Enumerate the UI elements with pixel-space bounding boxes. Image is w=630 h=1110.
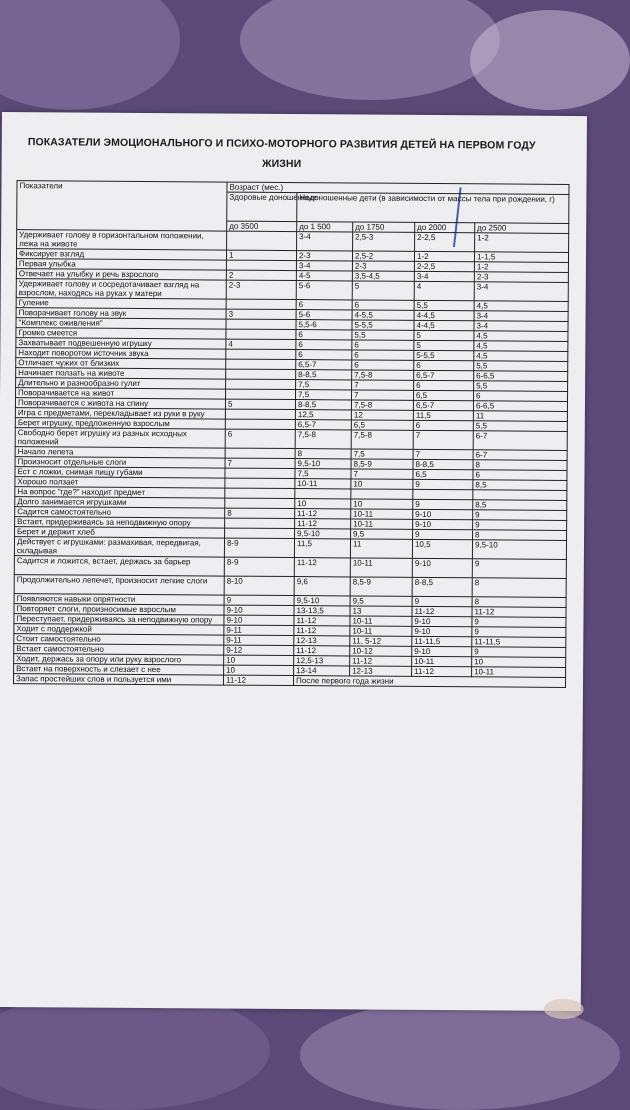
cell-2000: 6,5 (413, 390, 473, 400)
cell-2500: 1-1,5 (474, 252, 568, 263)
cell-1750: 5-5,5 (352, 320, 414, 330)
header-weight-2000: до 2000 (415, 222, 475, 232)
cell-healthy (226, 369, 296, 379)
cell-1750: 10-11 (351, 509, 413, 519)
cell-2000: 4-4,5 (414, 320, 474, 330)
cell-2500: 6-6,5 (474, 371, 568, 382)
cell-2000: 2-2,5 (415, 232, 475, 251)
cell-1500: 5-6 (296, 310, 352, 320)
cell-2000: 9-10 (412, 616, 472, 626)
cell-1500: 9,5-10 (295, 459, 351, 469)
cell-1500: 8 (295, 449, 351, 459)
row-label: Громко смеется (16, 328, 226, 339)
table-body (14, 230, 569, 688)
cell-2500: 6-7 (473, 431, 567, 451)
cell-2000: 6 (414, 380, 474, 390)
cell-1750: 4-5,5 (352, 310, 414, 320)
cell-1750: 7,5-8 (351, 430, 413, 449)
cell-1500: 11-12 (294, 646, 350, 656)
cell-healthy (225, 528, 295, 538)
cell-1750: 6 (352, 360, 414, 370)
cell-healthy (225, 448, 295, 458)
row-label: Поворачивает голову на звук (16, 308, 226, 319)
row-label: Долго занимается игрушками (15, 497, 225, 508)
cell-healthy: 9-11 (224, 635, 294, 645)
cell-1750: 6 (352, 350, 414, 360)
cell-healthy: 11-12 (224, 675, 294, 685)
cell-1500: 9,5-10 (294, 596, 350, 606)
cell-1750: 7,5 (351, 449, 413, 459)
cell-1750 (351, 489, 413, 499)
cell-1750: 6,5 (351, 420, 413, 430)
row-label: Свободно берет игрушку из разных исходных положений (15, 428, 225, 448)
development-table (13, 180, 570, 688)
cell-2000: 9 (413, 499, 473, 509)
row-label: Ходит с поддержкой (14, 624, 224, 635)
cell-1750: 2,5-2 (352, 251, 414, 261)
cell-2500: 9 (473, 520, 567, 531)
cell-2500: 2-3 (474, 272, 568, 283)
cell-1500: 7,5 (295, 469, 351, 479)
row-label: Берет и держит хлеб (15, 527, 225, 538)
cell-1500 (295, 489, 351, 499)
cell-1750: 10-11 (351, 519, 413, 529)
cell-healthy (226, 389, 296, 399)
cell-2500: 8 (472, 578, 566, 598)
cell-2000: 4 (414, 281, 474, 300)
cell-2000: 11-11,5 (412, 636, 472, 646)
row-label: Действует с игрушками: размахивая, передвигая, складывая (14, 537, 224, 557)
cell-healthy (225, 409, 295, 419)
cell-2500: 8 (473, 530, 567, 541)
cell-healthy (226, 319, 296, 329)
cell-2500: 8 (472, 597, 566, 608)
cell-1500: 6 (296, 350, 352, 360)
cell-healthy: 6 (225, 429, 295, 448)
cell-1500: 11,5 (294, 539, 350, 558)
cell-healthy: 9 (224, 595, 294, 605)
cell-healthy: 8-9 (224, 557, 294, 576)
cell-1500: 5-6 (296, 281, 352, 300)
cell-1750: 3,5-4,5 (352, 271, 414, 281)
cell-1500: 7,5 (296, 380, 352, 390)
cell-2000: 6 (414, 360, 474, 370)
cell-1750: 5,5 (352, 330, 414, 340)
cell-2500: 6-6,5 (473, 401, 567, 412)
cell-2500: 6 (473, 391, 567, 402)
cell-2500: 5,5 (473, 421, 567, 432)
cell-healthy (226, 349, 296, 359)
cell-1500: 6 (296, 300, 352, 310)
cell-1750: 6 (352, 300, 414, 310)
cell-2000: 9-10 (412, 558, 472, 577)
row-label: Отвечает на улыбку и речь взрослого (16, 269, 226, 280)
cell-1500: 7,5 (295, 390, 351, 400)
row-label: Садится и ложится, встает, держась за барьер (14, 556, 224, 576)
cell-1500: 11-12 (294, 616, 350, 626)
cell-healthy (225, 518, 295, 528)
cell-1500: 13-14 (294, 666, 350, 676)
cell-2000 (413, 489, 473, 499)
cell-2500: 4,5 (474, 301, 568, 312)
row-label: Игра с предметами, перекладывает из руки в руку (15, 408, 225, 419)
cell-healthy: 9-10 (224, 615, 294, 625)
cell-2500: 8,5 (473, 480, 567, 491)
cell-2500: 9 (472, 559, 566, 579)
row-label: Произносит отдельные слоги (15, 457, 225, 468)
cell-2500: 11-12 (472, 607, 566, 618)
cell-2000: 9 (412, 596, 472, 606)
cell-1500: 6 (296, 340, 352, 350)
cell-healthy (225, 419, 295, 429)
cell-1750: 2,5-3 (353, 232, 415, 251)
cell-1500: После первого года жизни (294, 676, 566, 688)
row-label: Гуление (16, 298, 226, 309)
cell-1750: 11-12 (350, 656, 412, 666)
cell-2000: 7 (413, 449, 473, 459)
row-label: Хорошо ползает (15, 477, 225, 488)
cell-healthy: 9-12 (224, 645, 294, 655)
row-label: Отличает чужих от близких (16, 358, 226, 369)
cell-healthy: 7 (225, 458, 295, 468)
cell-2500: 4,5 (474, 331, 568, 342)
cell-1750: 8,5-9 (350, 577, 412, 596)
cell-healthy (225, 468, 295, 478)
page-title: ПОКАЗАТЕЛИ ЭМОЦИОНАЛЬНОГО И ПСИХО-МОТОРНОГО РАЗВИТИЯ ДЕТЕЙ НА ПЕРВОМ ГОДУ ЖИЗНИ (27, 136, 536, 171)
cell-2000: 5,5 (414, 300, 474, 310)
cell-1750: 10-11 (350, 616, 412, 626)
cell-1750: 9,5 (351, 529, 413, 539)
header-weight-2500: до 2500 (475, 223, 569, 234)
cell-healthy: 2-3 (226, 280, 296, 299)
row-label: Запас простейших слов и пользуется ими (14, 674, 224, 685)
cell-2500: 11-11,5 (472, 637, 566, 648)
cell-2000: 6,5-7 (414, 370, 474, 380)
cell-2000: 9-10 (413, 509, 473, 519)
cell-1500: 2-3 (296, 251, 352, 261)
cell-1500: 13-13,5 (294, 606, 350, 616)
cell-healthy: 10 (224, 665, 294, 675)
cell-2500: 8,5 (473, 500, 567, 511)
cell-1750: 10 (351, 479, 413, 489)
cell-2000: 5 (414, 330, 474, 340)
cell-healthy: 4 (226, 339, 296, 349)
cell-1750: 10-11 (350, 558, 412, 577)
cell-healthy: 9-10 (224, 605, 294, 615)
cell-1500: 3-4 (296, 261, 352, 271)
cell-1500: 11-12 (295, 509, 351, 519)
cell-2500: 9,5-10 (472, 540, 566, 560)
cell-healthy (225, 488, 295, 498)
cell-2000: 3-4 (414, 271, 474, 281)
cell-1750: 9,5 (350, 596, 412, 606)
cell-2000: 11-12 (412, 666, 472, 676)
cell-2000: 10-11 (412, 656, 472, 666)
cell-1750: 11 (350, 539, 412, 558)
cell-healthy (226, 260, 296, 270)
cell-2500: 9 (472, 627, 566, 638)
row-label: Захватывает подвешенную игрушку (16, 338, 226, 349)
cell-1500: 10-11 (295, 479, 351, 489)
cell-2500: 4,5 (474, 351, 568, 362)
row-label: Встает на поверхность и слезает с нее (14, 664, 224, 675)
cell-healthy (226, 329, 296, 339)
row-label: Переступает, придерживаясь за неподвижную опору (14, 614, 224, 625)
cell-2000: 8-8,5 (413, 459, 473, 469)
cell-1750: 7 (352, 380, 414, 390)
cell-1750: 7 (351, 390, 413, 400)
cell-2000: 8-8,5 (412, 577, 472, 596)
cell-2500: 9 (472, 647, 566, 658)
cell-2000: 10,5 (412, 539, 472, 558)
cell-healthy: 8-10 (224, 576, 294, 595)
cell-healthy: 3 (226, 309, 296, 319)
cell-1750: 8,5-9 (351, 459, 413, 469)
row-label: Находит поворотом источник звука (16, 348, 226, 359)
header-weight-1750: до 1750 (353, 222, 415, 232)
cell-2500: 6 (473, 470, 567, 481)
row-label: "Комплекс оживления" (16, 318, 226, 329)
cell-2000: 9 (413, 479, 473, 489)
header-premature: Недоношенные дети (в зависимости от массы тела при рождении, г) (297, 193, 569, 224)
cell-2000: 5-5,5 (414, 350, 474, 360)
cell-2000: 11-12 (412, 606, 472, 616)
cell-1500: 5,5-6 (296, 320, 352, 330)
cell-2500: 1-2 (474, 262, 568, 273)
header-weight-1500: до 1 500 (297, 222, 353, 232)
row-label: Фиксирует взгляд (16, 249, 226, 260)
row-label: Ест с ложки, снимая пищу губами (15, 467, 225, 478)
cell-healthy (225, 498, 295, 508)
cell-2000: 11,5 (413, 410, 473, 420)
cell-healthy: 9-11 (224, 625, 294, 635)
cell-2000: 9-10 (412, 646, 472, 656)
cell-2500: 3-4 (474, 321, 568, 332)
cell-1500: 11-12 (294, 558, 350, 577)
cell-1750: 6 (352, 340, 414, 350)
cell-2000: 5 (414, 340, 474, 350)
cell-2000: 9-10 (413, 519, 473, 529)
cell-2500: 4,5 (474, 341, 568, 352)
header-weight-healthy: до 3500 (227, 221, 297, 231)
row-label: Садится самостоятельно (15, 507, 225, 518)
row-label: Первая улыбка (16, 259, 226, 270)
cell-1500: 8-8,5 (296, 370, 352, 380)
cell-2500: 5,5 (474, 361, 568, 372)
cell-1500: 12-13 (294, 636, 350, 646)
cell-healthy (226, 379, 296, 389)
cell-2500: 6-7 (473, 450, 567, 461)
cell-2500 (473, 490, 567, 501)
cell-2500: 9 (473, 510, 567, 521)
cell-1500: 6,5-7 (295, 420, 351, 430)
cell-2500: 3-4 (474, 282, 568, 302)
cell-1750: 7,5-8 (352, 370, 414, 380)
cell-1750: 2-3 (352, 261, 414, 271)
row-label: Продолжительно лепечет, произносит легкие слоги (14, 575, 224, 595)
cell-2500: 8 (473, 460, 567, 471)
cell-1500: 6,5-7 (296, 360, 352, 370)
cell-healthy: 1 (226, 250, 296, 260)
cell-1750: 12-13 (350, 666, 412, 676)
paper-sheet (0, 112, 587, 1011)
cell-2000: 6,5-7 (413, 400, 473, 410)
cell-1750: 10-11 (350, 626, 412, 636)
cell-2000: 6,5 (413, 469, 473, 479)
cell-1750: 7 (351, 469, 413, 479)
cell-2000: 6 (413, 420, 473, 430)
cell-1750: 12 (351, 410, 413, 420)
cell-healthy: 8 (225, 508, 295, 518)
cell-2000: 9 (413, 529, 473, 539)
cell-2500: 1-2 (475, 233, 569, 253)
row-label: Начало лепета (15, 447, 225, 458)
row-label: Берет игрушку, предложенную взрослым (15, 418, 225, 429)
header-indicators: Показатели (17, 181, 227, 231)
cell-healthy: 2 (226, 270, 296, 280)
row-label: Удерживает голову и сосредотачивает взгляд на взрослом, находясь на руках у матери (16, 279, 226, 299)
row-label: Длительно и разнообразно гулит (16, 378, 226, 389)
cell-2500: 10-11 (472, 667, 566, 678)
cell-1500: 7,5-8 (295, 430, 351, 449)
cell-healthy: 5 (225, 399, 295, 409)
row-label: Стоит самостоятельно (14, 634, 224, 645)
row-label: Встает, придерживаясь за неподвижную опору (15, 517, 225, 528)
cell-healthy (226, 359, 296, 369)
row-label: Поворачивается на живот (16, 388, 226, 399)
cell-1500: 10 (295, 499, 351, 509)
row-label: Поворачивается с живота на спину (15, 398, 225, 409)
cell-1500: 3-4 (297, 232, 353, 251)
cell-2000: 9-10 (412, 626, 472, 636)
row-label: Удерживает голову в горизонтальном положении, лежа на животе (17, 230, 227, 250)
cell-1500: 12,5 (295, 410, 351, 420)
cell-1500: 12,5-13 (294, 656, 350, 666)
cell-1500: 11-12 (295, 519, 351, 529)
cell-1750: 10 (351, 499, 413, 509)
cell-1750: 11, 5-12 (350, 636, 412, 646)
cell-2000: 7 (413, 430, 473, 449)
cell-2500: 10 (472, 657, 566, 668)
cell-2000: 2-2,5 (414, 261, 474, 271)
cell-healthy (227, 231, 297, 250)
cell-1750: 13 (350, 606, 412, 616)
cell-1500: 9,5-10 (295, 529, 351, 539)
cell-healthy: 8-9 (224, 538, 294, 557)
cell-1750: 10-12 (350, 646, 412, 656)
cell-1750: 5 (352, 281, 414, 300)
cell-healthy: 10 (224, 655, 294, 665)
row-label: Появляются навыки опрятности (14, 594, 224, 605)
cell-2500: 11 (473, 411, 567, 422)
cell-2000: 4-4,5 (414, 310, 474, 320)
header-age: Возраст (мес.) (227, 182, 569, 194)
cell-1500: 8-8,5 (295, 400, 351, 410)
cell-2500: 9 (472, 617, 566, 628)
header-healthy: Здоровые доношенные (227, 192, 297, 221)
cell-2500: 5,5 (474, 381, 568, 392)
cell-1750: 7,5-8 (351, 400, 413, 410)
row-label: На вопрос "где?" находит предмет (15, 487, 225, 498)
row-label: Начинает ползать на животе (16, 368, 226, 379)
cell-healthy (226, 299, 296, 309)
row-label: Встает самостоятельно (14, 644, 224, 655)
cell-1500: 6 (296, 330, 352, 340)
cell-1500: 9,6 (294, 577, 350, 596)
cell-2500: 3-4 (474, 311, 568, 322)
row-label: Ходит, держась за опору или руку взрослого (14, 654, 224, 665)
cell-1500: 4-5 (296, 271, 352, 281)
row-label: Повторяет слоги, произносимые взрослым (14, 604, 224, 615)
cell-1500: 11-12 (294, 626, 350, 636)
cell-healthy (225, 478, 295, 488)
paper-stain (544, 999, 584, 1019)
cell-2000: 1-2 (414, 251, 474, 261)
